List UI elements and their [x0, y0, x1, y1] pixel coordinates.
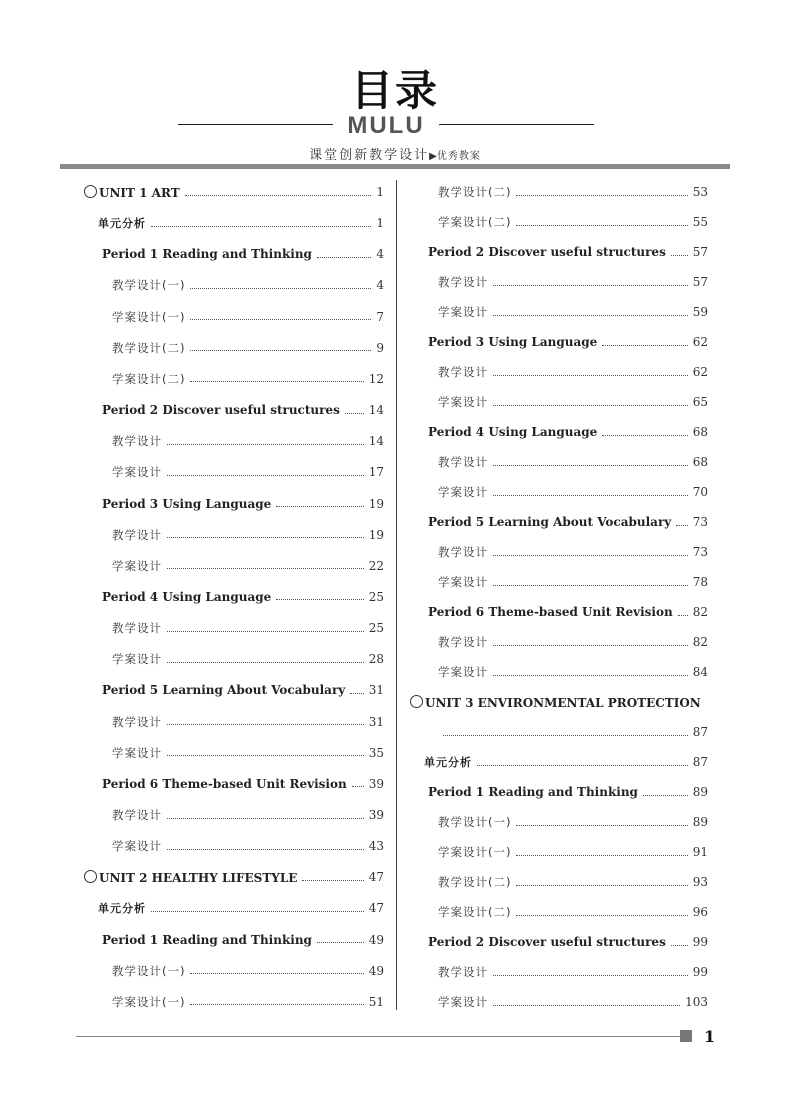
toc-entry-page: 4 — [376, 247, 384, 262]
toc-entry-page: 82 — [692, 635, 708, 649]
toc-entry[interactable] — [410, 962, 708, 982]
toc-entry[interactable] — [84, 431, 384, 451]
toc-entry-label — [410, 214, 511, 230]
toc-entry-page: 73 — [692, 545, 708, 559]
toc-entry[interactable] — [410, 722, 708, 742]
toc-entry-text: Period 2 Discover useful structures — [428, 935, 666, 949]
toc-entry-label — [84, 994, 185, 1010]
toc-entry[interactable] — [84, 743, 384, 763]
toc-entry-text: 单元分析 — [98, 902, 146, 916]
toc-entry-text: Period 6 Theme-based Unit Revision — [428, 605, 673, 619]
dot-leader — [493, 405, 688, 406]
dot-leader — [443, 735, 688, 736]
toc-entry-page: 14 — [368, 403, 384, 418]
toc-entry-label — [410, 754, 472, 770]
toc-entry-page: 103 — [685, 995, 708, 1009]
footer-square-icon — [680, 1030, 692, 1042]
dot-leader — [477, 765, 688, 766]
toc-entry-text: 教学设计 — [112, 434, 162, 449]
footer-rule — [76, 1036, 682, 1037]
dot-leader — [185, 195, 372, 196]
toc-entry[interactable] — [84, 805, 384, 825]
circle-icon — [84, 870, 97, 883]
subtitle — [0, 144, 790, 163]
title-rule-right — [439, 124, 594, 125]
toc-entry-page: 25 — [368, 589, 384, 604]
toc-entry-text: 教学设计(一) — [112, 963, 186, 978]
toc-entry[interactable] — [410, 212, 708, 232]
toc-entry-text: Period 3 Using Language — [102, 496, 272, 511]
toc-entry[interactable] — [84, 556, 384, 576]
dot-leader — [167, 724, 364, 725]
header-bar — [60, 164, 730, 169]
triangle-right-icon: ▶ — [429, 151, 437, 162]
toc-entry-page: 96 — [692, 905, 708, 919]
toc-entry[interactable] — [84, 836, 384, 856]
dot-leader — [167, 475, 364, 476]
toc-entry-text: 教学设计 — [112, 621, 162, 636]
subtitle-text: 课堂创新教学设计 — [309, 148, 430, 163]
toc-entry-label — [84, 651, 162, 667]
toc-entry-page: 47 — [368, 901, 384, 916]
toc-entry[interactable] — [410, 482, 708, 502]
dot-leader — [302, 880, 363, 881]
toc-entry-text: UNIT 1 ART — [99, 186, 180, 200]
toc-entry-text: 学案设计 — [438, 575, 488, 589]
toc-entry-text: 教学设计 — [438, 545, 488, 559]
toc-entry-label — [84, 433, 162, 449]
dot-leader — [167, 444, 364, 445]
toc-entry[interactable] — [410, 242, 708, 262]
toc-entry-label — [84, 403, 340, 417]
toc-entry[interactable] — [410, 902, 708, 922]
toc-entry-label — [84, 247, 312, 261]
dot-leader — [167, 631, 364, 632]
page-title-en: MULU — [347, 112, 425, 139]
dot-leader — [516, 885, 687, 886]
toc-entry-page: 4 — [376, 278, 384, 293]
dot-leader — [493, 555, 688, 556]
dot-leader — [167, 849, 364, 850]
dot-leader — [190, 350, 371, 351]
toc-entry[interactable] — [410, 332, 708, 352]
toc-entry-page: 39 — [368, 776, 384, 791]
dot-leader — [190, 381, 363, 382]
toc-entry-page: 57 — [692, 275, 708, 289]
toc-entry-page: 49 — [368, 932, 384, 947]
toc-entry-label — [410, 694, 701, 710]
toc-entry-page: 51 — [368, 994, 384, 1009]
toc-entry-page: 31 — [368, 683, 384, 698]
toc-entry-text: 教学设计(一) — [112, 278, 186, 293]
page-title-en-block — [178, 112, 594, 138]
page-title-cn: 目录 — [350, 66, 439, 115]
toc-entry-page: 1 — [376, 185, 384, 199]
toc-entry-page: 70 — [692, 485, 708, 499]
toc-entry-page: 25 — [368, 621, 384, 636]
toc-entry-label — [84, 900, 146, 916]
toc-entry-label — [410, 245, 666, 259]
toc-entry-page: 43 — [368, 839, 384, 854]
toc-entry-page: 68 — [692, 455, 708, 469]
toc-entry-text: Period 1 Reading and Thinking — [428, 785, 638, 799]
dot-leader — [671, 945, 688, 946]
toc-entry-text: 学案设计 — [438, 305, 488, 319]
toc-entry-text: Period 2 Discover useful structures — [102, 403, 340, 418]
dot-leader — [493, 495, 688, 496]
page-number: 1 — [704, 1027, 716, 1046]
toc-entry[interactable] — [410, 542, 708, 562]
toc-entry-text: Period 4 Using Language — [428, 425, 598, 439]
toc-entry-text: 教学设计 — [438, 635, 488, 649]
toc-entry[interactable] — [84, 525, 384, 545]
toc-entry-label — [410, 664, 488, 680]
toc-entry-label — [84, 340, 185, 356]
toc-entry-page: 59 — [692, 305, 708, 319]
toc-entry-text: 学案设计 — [112, 558, 162, 573]
toc-entry[interactable] — [84, 680, 384, 700]
toc-entry-text: 教学设计 — [438, 275, 488, 289]
toc-entry-page: 73 — [692, 515, 708, 529]
dot-leader — [493, 315, 688, 316]
dot-leader — [516, 195, 687, 196]
toc-entry-label — [84, 807, 162, 823]
dot-leader — [602, 435, 687, 436]
toc-entry-text: 学案设计 — [112, 839, 162, 854]
toc-entry-text: 学案设计(二) — [438, 215, 512, 229]
dot-leader — [190, 1004, 363, 1005]
toc-entry-text: Period 1 Reading and Thinking — [102, 247, 312, 262]
toc-entry-label — [410, 544, 488, 560]
circle-icon — [84, 185, 97, 198]
toc-entry-text: 教学设计 — [438, 965, 488, 979]
toc-entry-page: 1 — [376, 216, 384, 231]
toc-entry-text: 学案设计 — [112, 745, 162, 760]
dot-leader — [493, 285, 688, 286]
toc-entry-text: UNIT 2 HEALTHY LIFESTYLE — [99, 871, 298, 886]
toc-entry-text: 教学设计 — [438, 455, 488, 469]
dot-leader — [167, 755, 364, 756]
toc-entry-label — [410, 274, 488, 290]
toc-entry-label — [84, 215, 146, 231]
toc-entry-page: 99 — [692, 935, 708, 949]
toc-entry-text: Period 3 Using Language — [428, 335, 598, 349]
toc-entry-page: 84 — [692, 665, 708, 679]
dot-leader — [350, 693, 363, 694]
toc-entry-text: 学案设计 — [438, 395, 488, 409]
dot-leader — [516, 825, 687, 826]
dot-leader — [317, 257, 371, 258]
toc-entry-text: 学案设计(一) — [112, 309, 186, 324]
toc-entry-label — [410, 184, 511, 200]
toc-entry[interactable] — [410, 602, 708, 622]
toc-entry-text: 学案设计(二) — [438, 905, 512, 919]
toc-entry[interactable] — [410, 512, 708, 532]
dot-leader — [167, 818, 364, 819]
toc-entry-label — [410, 935, 666, 949]
toc-entry-label — [84, 683, 345, 697]
toc-entry[interactable] — [84, 961, 384, 981]
toc-entry[interactable] — [410, 782, 708, 802]
dot-leader — [493, 675, 688, 676]
toc-entry-label — [84, 963, 185, 979]
toc-entry[interactable] — [410, 422, 708, 442]
toc-entry-page: 39 — [368, 808, 384, 822]
dot-leader — [516, 225, 687, 226]
toc-entry-label — [84, 869, 297, 885]
toc-entry-text: 教学设计 — [112, 714, 162, 729]
dot-leader — [493, 585, 688, 586]
dot-leader — [352, 786, 364, 787]
toc-entry-label — [410, 335, 597, 349]
toc-entry-text: Period 6 Theme-based Unit Revision — [102, 776, 347, 791]
toc-entry-page: 62 — [692, 335, 708, 349]
toc-entry-text: Period 5 Learning About Vocabulary — [102, 683, 346, 698]
dot-leader — [602, 345, 687, 346]
toc-entry-page: 65 — [692, 395, 708, 409]
toc-entry[interactable] — [84, 369, 384, 389]
toc-entry-label — [410, 394, 488, 410]
toc-entry-label — [84, 184, 180, 200]
toc-entry-page: 35 — [368, 745, 384, 760]
toc-entry-label — [84, 714, 162, 730]
toc-entry-text: Period 1 Reading and Thinking — [102, 932, 312, 947]
toc-entry-text: 教学设计(二) — [112, 340, 186, 355]
toc-entry-label — [410, 364, 488, 380]
dot-leader — [167, 662, 364, 663]
toc-entry[interactable] — [84, 992, 384, 1012]
toc-entry[interactable] — [410, 812, 708, 832]
dot-leader — [493, 1005, 680, 1006]
toc-entry-text: 学案设计 — [112, 652, 162, 667]
dot-leader — [151, 911, 364, 912]
toc-entry[interactable] — [84, 587, 384, 607]
toc-entry[interactable] — [84, 338, 384, 358]
toc-entry-page: 87 — [692, 755, 708, 769]
toc-entry[interactable] — [84, 462, 384, 482]
toc-entry-page: 55 — [692, 215, 708, 229]
toc-entry-text: 教学设计(二) — [438, 185, 512, 199]
toc-entry[interactable] — [410, 632, 708, 652]
toc-entry[interactable] — [410, 572, 708, 592]
dot-leader — [516, 855, 687, 856]
toc-entry-label — [410, 454, 488, 470]
toc-entry-label — [84, 777, 347, 791]
toc-entry-page: 82 — [692, 605, 708, 619]
toc-entry[interactable] — [84, 930, 384, 950]
toc-entry[interactable] — [84, 213, 384, 233]
dot-leader — [493, 645, 688, 646]
toc-entry-label — [410, 874, 511, 890]
toc-entry-text: 学案设计(二) — [112, 371, 186, 386]
toc-entry-text: 学案设计 — [438, 995, 488, 1009]
toc-entry[interactable] — [410, 302, 708, 322]
toc-entry-text: 单元分析 — [98, 217, 146, 231]
dot-leader — [151, 226, 371, 227]
toc-entry[interactable] — [410, 872, 708, 892]
toc-entry-page: 89 — [692, 815, 708, 829]
toc-entry-label — [84, 745, 162, 761]
toc-entry-label — [410, 994, 488, 1010]
dot-leader — [167, 537, 364, 538]
toc-entry[interactable] — [410, 692, 708, 712]
toc-entry-text: 学案设计 — [112, 465, 162, 480]
toc-entry-text: 学案设计(一) — [438, 845, 512, 859]
dot-leader — [643, 795, 688, 796]
toc-entry-text: 教学设计(二) — [438, 875, 512, 889]
toc-entry-label — [410, 634, 488, 650]
toc-entry-label — [84, 464, 162, 480]
toc-entry-text: Period 2 Discover useful structures — [428, 245, 666, 259]
toc-entry[interactable] — [410, 392, 708, 412]
toc-entry-label — [410, 425, 597, 439]
toc-entry-text: 学案设计 — [438, 485, 488, 499]
toc-entry[interactable] — [84, 244, 384, 264]
toc-entry-text: Period 5 Learning About Vocabulary — [428, 515, 672, 529]
toc-entry[interactable] — [410, 992, 708, 1012]
dot-leader — [345, 413, 364, 414]
toc-entry-page: 91 — [692, 845, 708, 859]
toc-entry-page: 49 — [368, 963, 384, 978]
toc-entry[interactable] — [410, 452, 708, 472]
toc-entry[interactable] — [84, 400, 384, 420]
toc-entry-page: 19 — [368, 496, 384, 511]
toc-entry[interactable] — [84, 275, 384, 295]
dot-leader — [276, 506, 363, 507]
toc-entry-text: 教学设计 — [112, 527, 162, 542]
toc-entry-page: 31 — [368, 714, 384, 729]
toc-entry-text: 单元分析 — [424, 756, 472, 769]
toc-entry-label — [84, 558, 162, 574]
toc-entry-label — [410, 515, 671, 529]
toc-entry[interactable] — [84, 867, 384, 887]
dot-leader — [676, 525, 687, 526]
toc-entry[interactable] — [84, 712, 384, 732]
toc-entry-label — [410, 814, 511, 830]
toc-entry-label — [84, 277, 185, 293]
toc-entry-label — [84, 497, 271, 511]
toc-entry-text: UNIT 3 ENVIRONMENTAL PROTECTION — [425, 696, 701, 710]
toc-entry-label — [84, 933, 312, 947]
toc-entry-label — [410, 484, 488, 500]
dot-leader — [190, 973, 363, 974]
toc-entry[interactable] — [84, 182, 384, 202]
toc-entry[interactable] — [84, 618, 384, 638]
toc-entry-label — [410, 844, 511, 860]
toc-entry-page: 87 — [692, 725, 708, 739]
circle-icon — [410, 695, 423, 708]
toc-entry-text: Period 4 Using Language — [102, 589, 272, 604]
toc-entry-page: 78 — [692, 575, 708, 589]
toc-entry-page: 62 — [692, 365, 708, 379]
toc-entry-text: 学案设计 — [438, 665, 488, 679]
toc-entry-page: 53 — [692, 185, 708, 199]
toc-entry-page: 19 — [368, 527, 384, 542]
toc-entry[interactable] — [84, 898, 384, 918]
toc-entry[interactable] — [410, 182, 708, 202]
toc-entry[interactable] — [84, 774, 384, 794]
toc-entry-label — [410, 574, 488, 590]
toc-entry-page: 7 — [376, 309, 384, 324]
toc-entry-label — [84, 309, 185, 325]
toc-entry-label — [410, 785, 638, 799]
toc-entry[interactable] — [84, 649, 384, 669]
toc-entry-page: 47 — [368, 870, 384, 885]
toc-entry-page: 12 — [368, 371, 384, 386]
toc-entry-label — [410, 304, 488, 320]
toc-entry[interactable] — [410, 752, 708, 772]
toc-entry-label — [410, 964, 488, 980]
toc-entry-page: 28 — [368, 652, 384, 667]
toc-entry[interactable] — [410, 932, 708, 952]
toc-entry-label — [84, 590, 271, 604]
toc-entry[interactable] — [410, 362, 708, 382]
toc-entry-label — [84, 527, 162, 543]
dot-leader — [190, 288, 371, 289]
toc-entry-page: 68 — [692, 425, 708, 439]
toc-entry[interactable] — [84, 494, 384, 514]
toc-entry-label — [410, 904, 511, 920]
toc-entry[interactable] — [410, 662, 708, 682]
toc-entry-label — [410, 605, 673, 619]
column-divider — [396, 180, 397, 1010]
toc-entry-label — [84, 620, 162, 636]
toc-entry-label — [84, 371, 185, 387]
dot-leader — [493, 375, 688, 376]
toc-entry-text: 学案设计(一) — [112, 994, 186, 1009]
dot-leader — [317, 942, 364, 943]
toc-entry[interactable] — [84, 307, 384, 327]
toc-entry-label — [84, 838, 162, 854]
subtitle-tail: 优秀教案 — [436, 151, 481, 162]
toc-entry[interactable] — [410, 272, 708, 292]
dot-leader — [167, 568, 364, 569]
toc-entry-page: 14 — [368, 434, 384, 449]
toc-entry-page: 9 — [376, 340, 384, 355]
dot-leader — [276, 599, 363, 600]
toc-entry-text: 教学设计 — [112, 808, 162, 822]
toc-entry-text: 教学设计(一) — [438, 815, 512, 829]
toc-entry-page: 22 — [368, 558, 384, 573]
toc-entry-page: 93 — [692, 875, 708, 889]
dot-leader — [493, 465, 688, 466]
toc-entry-page: 17 — [368, 465, 384, 480]
dot-leader — [671, 255, 688, 256]
toc-entry[interactable] — [410, 842, 708, 862]
toc-entry-text: 教学设计 — [438, 365, 488, 379]
toc-entry-page: 99 — [692, 965, 708, 979]
dot-leader — [493, 975, 688, 976]
toc-entry-page: 89 — [692, 785, 708, 799]
dot-leader — [516, 915, 687, 916]
dot-leader — [190, 319, 371, 320]
dot-leader — [678, 615, 688, 616]
toc-entry-page: 57 — [692, 245, 708, 259]
